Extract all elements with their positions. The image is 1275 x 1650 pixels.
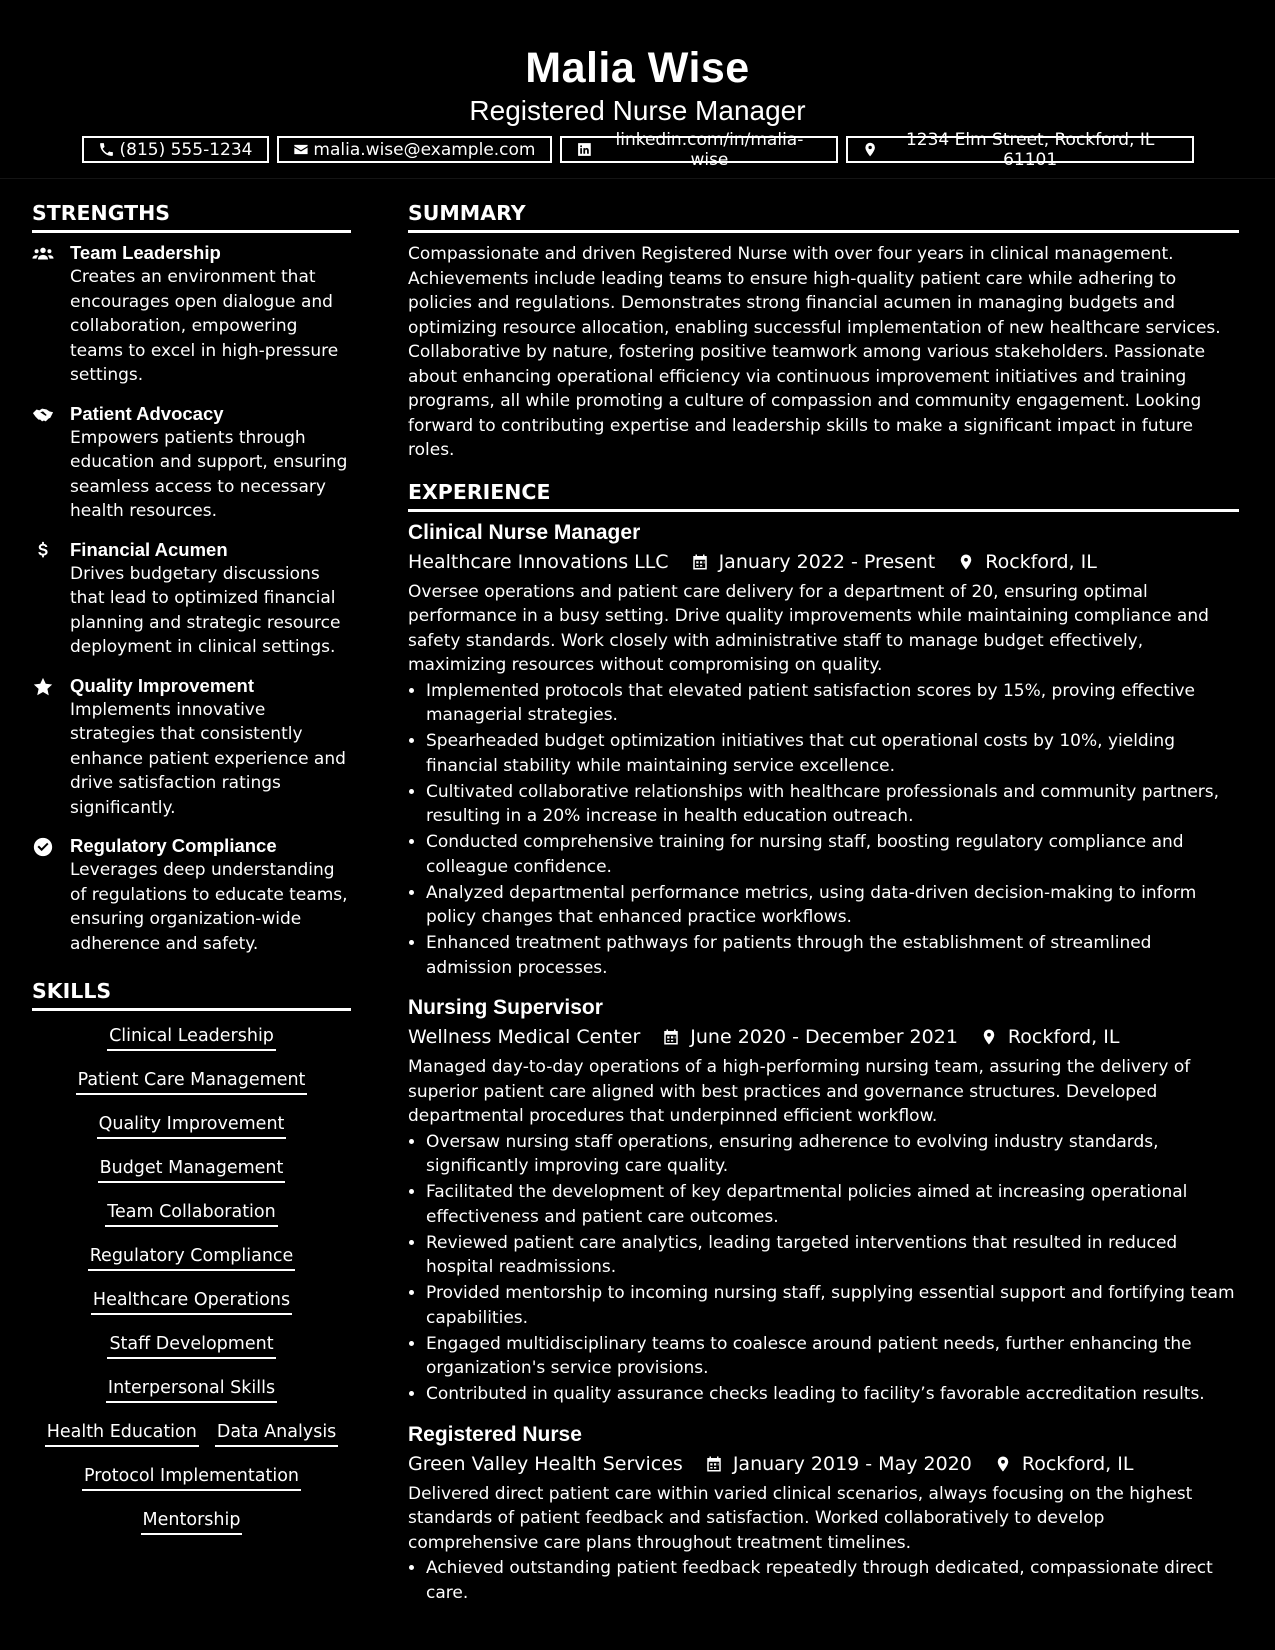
candidate-name: Malia Wise [525, 44, 750, 92]
star-icon [32, 676, 54, 698]
skill-tag: Staff Development [107, 1333, 275, 1359]
job-achievements [408, 679, 1239, 981]
job-company: Green Valley Health Services [408, 1452, 683, 1475]
job-dates: January 2019 - May 2020 [732, 1452, 972, 1475]
map-pin-icon [957, 553, 975, 571]
contact-address[interactable] [846, 129, 1194, 170]
phone-icon [98, 141, 115, 158]
job-description: Managed day-to-day operations of a high-performing nursing team, assuring the delivery of superior patient care aligned with best practices and governance structures. Developed departmental procedures that underpinned efficient workflow. [408, 1057, 1191, 1126]
skills-list [32, 1025, 351, 1553]
strength-title: Financial Acumen [70, 538, 228, 560]
contact-address-text: 1234 Elm Street, Rockford, IL 61101 [905, 129, 1155, 170]
achievement-item: • Engaged multidisciplinary teams to coalesce around patient needs, further enhancing the organization's service provisions. [426, 1332, 1239, 1381]
job-entry [408, 994, 1239, 1407]
skill-tag: Mentorship [141, 1509, 243, 1535]
achievement-item: • Enhanced treatment pathways for patients through the establishment of streamlined admission processes. [426, 931, 1239, 980]
job-meta [408, 1022, 1239, 1052]
strengths-list [32, 241, 351, 956]
strength-desc: Leverages deep understanding of regulations to educate teams, ensuring organization-wide adherence and safety. [70, 860, 348, 954]
achievement-item: • Cultivated collaborative relationships with healthcare professionals and community partners, resulting in a 20% increase in health education outreach. [426, 780, 1239, 829]
strength-item [32, 402, 351, 524]
job-company: Wellness Medical Center [408, 1026, 641, 1048]
strength-item [32, 834, 351, 956]
right-column [408, 198, 1239, 1607]
strength-item [32, 674, 351, 821]
check-circle-icon [32, 836, 54, 858]
resume-header [0, 0, 1275, 179]
skill-tag: Clinical Leadership [107, 1025, 276, 1051]
envelope-icon [293, 141, 309, 158]
achievement-item: • Contributed in quality assurance checks leading to facility’s favorable accreditation results. [426, 1382, 1239, 1407]
map-pin-icon [980, 1028, 998, 1046]
job-achievements [408, 1556, 1239, 1605]
achievement-item: • Provided mentorship to incoming nursing staff, supplying essential support and fortifying team capabilities. [426, 1281, 1239, 1330]
summary-text: Compassionate and driven Registered Nurse with over four years in clinical management. Achievements include leading teams to ensure high-quality patient care while adhering to policies and regulations. Demonstrates strong financial acumen in managing budgets and optimizing resource allocation, enabling successful implementation of new healthcare services. Collaborative by nature, fostering positive teamwork among various stakeholders. Passionate about enhancing operational efficiency via continuous improvement initiatives and training programs, all while promoting a culture of compassion and community engagement. Looking forward to contributing expertise and leadership skills to make a significant impact in future roles. [408, 244, 1221, 460]
achievement-item: • Implemented protocols that elevated patient satisfaction scores by 15%, proving effective managerial strategies. [426, 679, 1239, 728]
skill-tag: Regulatory Compliance [88, 1245, 296, 1271]
skill-tag: Protocol Implementation [82, 1465, 301, 1491]
strength-desc: Empowers patients through education and support, ensuring seamless access to necessary health resources. [70, 427, 348, 521]
strength-desc: Implements innovative strategies that consistently enhance patient experience and drive satisfaction ratings significantly. [70, 699, 346, 818]
job-location: Rockford, IL [985, 550, 1097, 573]
job-achievements [408, 1130, 1239, 1407]
skill-tag: Budget Management [98, 1157, 286, 1183]
job-title: Clinical Nurse Manager [408, 520, 641, 544]
strength-desc: Creates an environment that encourages open dialogue and collaboration, empowering teams to excel in high-pressure settings. [70, 267, 339, 385]
achievement-item: • Spearheaded budget optimization initiatives that cut operational costs by 10%, yielding financial stability while maintaining service excellence. [426, 729, 1239, 778]
calendar-icon [705, 1455, 723, 1473]
calendar-icon [662, 1028, 680, 1046]
job-entry [408, 1421, 1239, 1606]
achievement-item: • Achieved outstanding patient feedback repeatedly through dedicated, compassionate direct care. [426, 1556, 1239, 1605]
skills-heading: SKILLS [32, 976, 351, 1011]
strength-title: Regulatory Compliance [70, 835, 277, 856]
skill-tag: Patient Care Management [76, 1069, 308, 1095]
calendar-icon [691, 553, 709, 571]
summary-heading: SUMMARY [408, 198, 1239, 233]
job-title: Registered Nurse [408, 1422, 582, 1446]
skill-tag: Healthcare Operations [91, 1289, 292, 1315]
contact-linkedin[interactable] [560, 129, 838, 170]
job-location: Rockford, IL [1021, 1452, 1134, 1475]
strength-title: Team Leadership [70, 242, 221, 263]
candidate-title: Registered Nurse Manager [469, 95, 806, 126]
strength-title: Quality Improvement [70, 674, 255, 696]
achievement-item: • Facilitated the development of key departmental policies aimed at increasing operational effectiveness and patient care outcomes. [426, 1180, 1239, 1229]
job-title: Nursing Supervisor [408, 996, 603, 1019]
skill-tag: Data Analysis [215, 1421, 338, 1447]
left-column [32, 198, 351, 1553]
achievement-item: • Conducted comprehensive training for nursing staff, boosting regulatory compliance and colleague confidence. [426, 830, 1239, 879]
contact-email[interactable] [277, 136, 552, 163]
skill-tag: Health Education [45, 1421, 199, 1447]
job-entry [408, 519, 1239, 981]
contact-phone[interactable] [82, 136, 269, 163]
linkedin-icon [576, 141, 593, 158]
job-meta [408, 1449, 1239, 1479]
achievement-item: • Reviewed patient care analytics, leading targeted interventions that resulted in reduced hospital readmissions. [426, 1231, 1239, 1280]
job-location: Rockford, IL [1007, 1026, 1120, 1048]
strength-desc: Drives budgetary discussions that lead to optimized financial planning and strategic resource deployment in clinical settings. [70, 563, 341, 657]
experience-heading: EXPERIENCE [408, 477, 1239, 512]
job-description: Oversee operations and patient care delivery for a department of 20, ensuring optimal performance in a busy setting. Drive quality improvements while maintaining compliance and safety standards. Work closely with administrative staff to manage budget effectively, maximizing resources without compromising on quality. [408, 581, 1209, 675]
achievement-item: • Analyzed departmental performance metrics, using data-driven decision-making to inform policy changes that enhanced practice workflows. [426, 881, 1239, 930]
contact-linkedin-text: linkedin.com/in/malia-wise [615, 129, 804, 170]
job-meta [408, 547, 1239, 577]
contact-phone-text: (815) 555-1234 [119, 139, 253, 160]
strength-title: Patient Advocacy [70, 402, 224, 424]
strengths-heading: STRENGTHS [32, 198, 351, 233]
contact-bar [0, 129, 1275, 170]
job-dates: January 2022 - Present [718, 550, 936, 573]
map-pin-icon [994, 1455, 1012, 1473]
strength-item [32, 241, 351, 388]
map-pin-icon [862, 141, 878, 158]
handshake-icon [32, 404, 54, 426]
skill-tag: Quality Improvement [97, 1113, 287, 1139]
users-icon [32, 243, 54, 265]
contact-email-text: malia.wise@example.com [313, 139, 536, 160]
job-company: Healthcare Innovations LLC [408, 550, 669, 573]
dollar-icon [32, 540, 54, 562]
job-description: Delivered direct patient care within varied clinical scenarios, always focusing on the highest standards of patient feedback and satisfaction. Worked collaboratively to develop comprehensive care plans throughout treatment timelines. [408, 1483, 1193, 1553]
skill-tag: Team Collaboration [105, 1201, 277, 1227]
strength-item [32, 538, 351, 660]
achievement-item: • Oversaw nursing staff operations, ensuring adherence to evolving industry standards, significantly improving care quality. [426, 1130, 1239, 1179]
job-dates: June 2020 - December 2021 [690, 1026, 958, 1048]
skill-tag: Interpersonal Skills [106, 1377, 277, 1403]
